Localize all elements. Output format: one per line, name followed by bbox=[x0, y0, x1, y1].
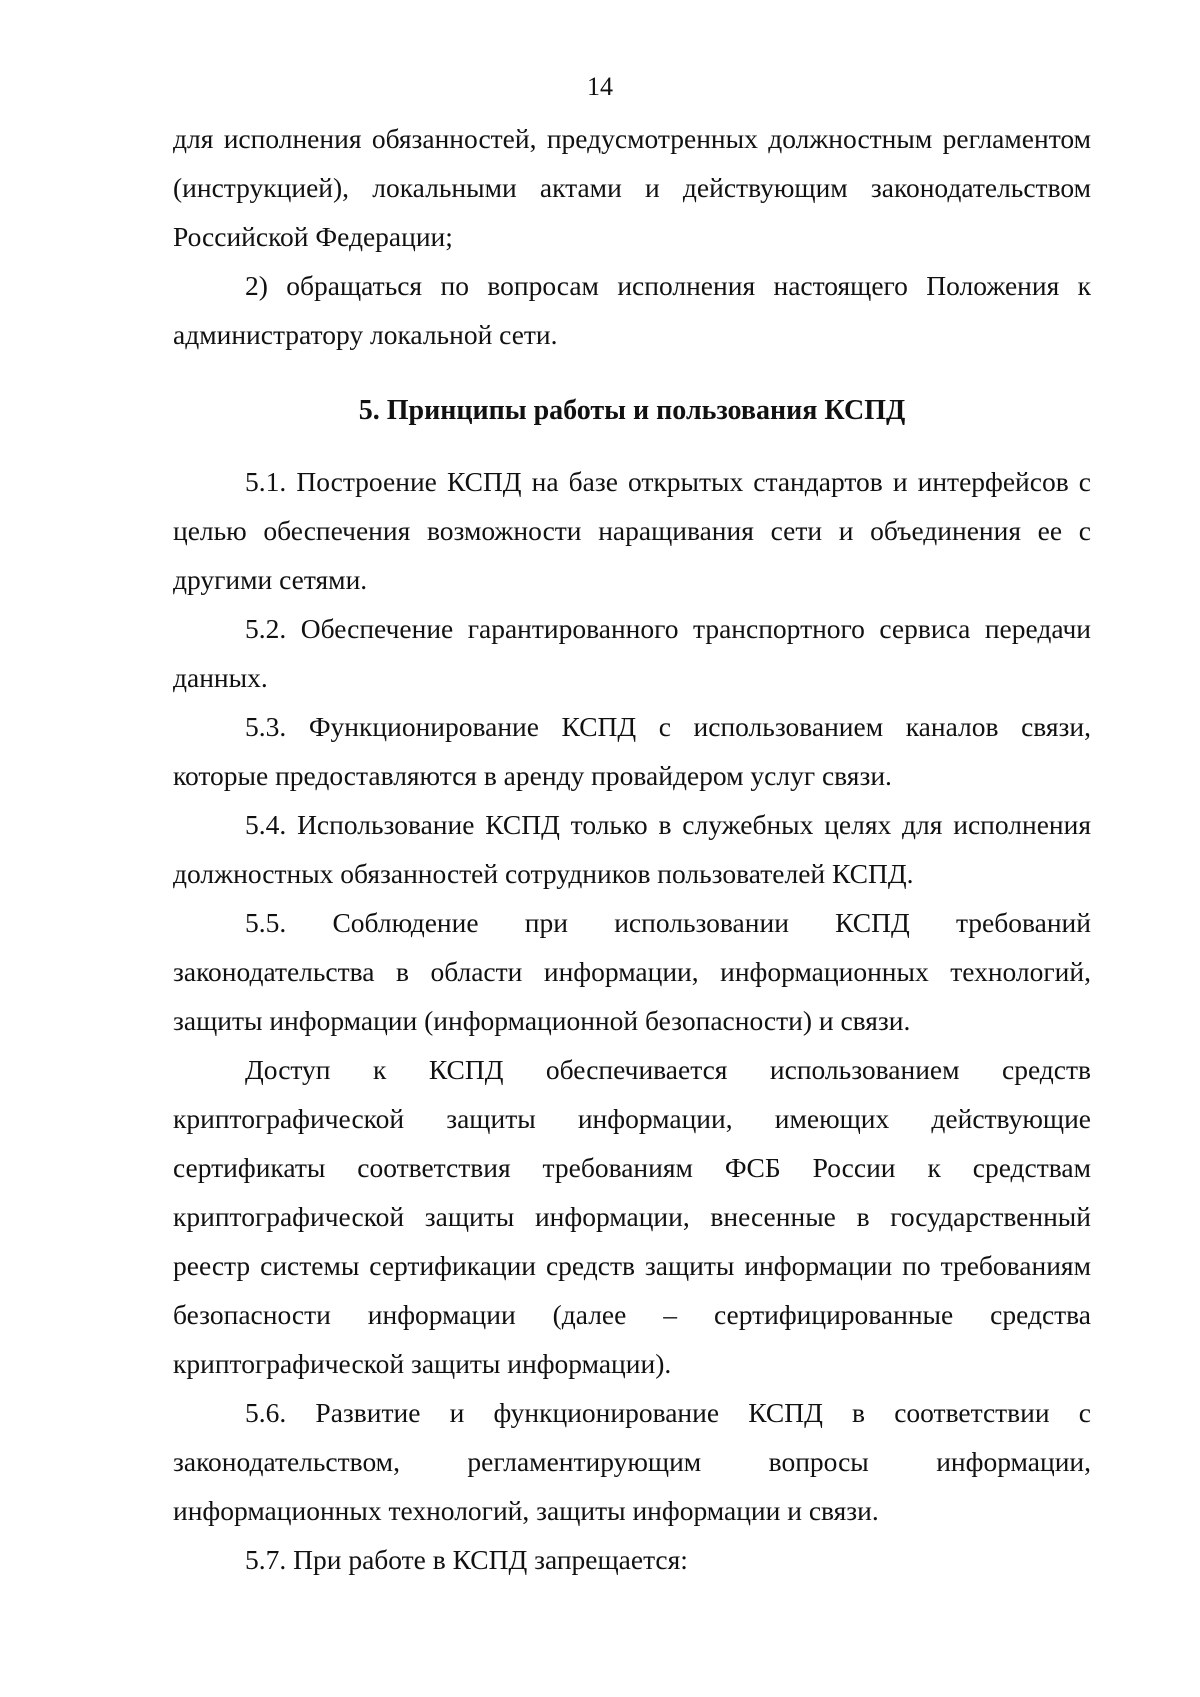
paragraph-5-1: 5.1. Построение КСПД на базе открытых стандартов и интерфейсов с целью обеспечения возможности наращивания сети и объединения ее с другими сетями. bbox=[173, 466, 1091, 595]
document-body bbox=[173, 114, 1091, 1584]
paragraph-item-2: 2) обращаться по вопросам исполнения настоящего Положения к администратору локальной сети. bbox=[173, 270, 1091, 350]
paragraph-5-4: 5.4. Использование КСПД только в служебных целях для исполнения должностных обязанностей сотрудников пользователей КСПД. bbox=[173, 809, 1091, 889]
paragraph-5-6: 5.6. Развитие и функционирование КСПД в соответствии с законодательством, регламентирующим вопросы информации, информационных технологий, защиты информации и связи. bbox=[173, 1397, 1091, 1526]
section-heading: 5. Принципы работы и пользования КСПД bbox=[358, 395, 906, 426]
paragraph-5-5: 5.5. Соблюдение при использовании КСПД требований законодательства в области информации, информационных технологий, защиты информации (информационной безопасности) и связи. bbox=[173, 907, 1091, 1036]
paragraph-5-3: 5.3. Функционирование КСПД с использованием каналов связи, которые предоставляются в аренду провайдером услуг связи. bbox=[173, 711, 1091, 791]
page-number: 14 bbox=[587, 72, 613, 101]
paragraph-5-7: 5.7. При работе в КСПД запрещается: bbox=[245, 1544, 688, 1575]
paragraph-5-2: 5.2. Обеспечение гарантированного транспортного сервиса передачи данных. bbox=[173, 613, 1091, 693]
paragraph-access: Доступ к КСПД обеспечивается использованием средств криптографической защиты информации, имеющих действующие сертификаты соответствия требованиям ФСБ России к средствам криптографической защиты информации, внесенные в государственный реестр системы сертификации средств защиты информации по требованиям безопасности информации (далее – сертифицированные средства криптографической защиты информации). bbox=[173, 1054, 1091, 1379]
paragraph-continuation: для исполнения обязанностей, предусмотренных должностным регламентом (инструкцией), локальными актами и действующим законодательством Российской Федерации; bbox=[173, 123, 1091, 252]
